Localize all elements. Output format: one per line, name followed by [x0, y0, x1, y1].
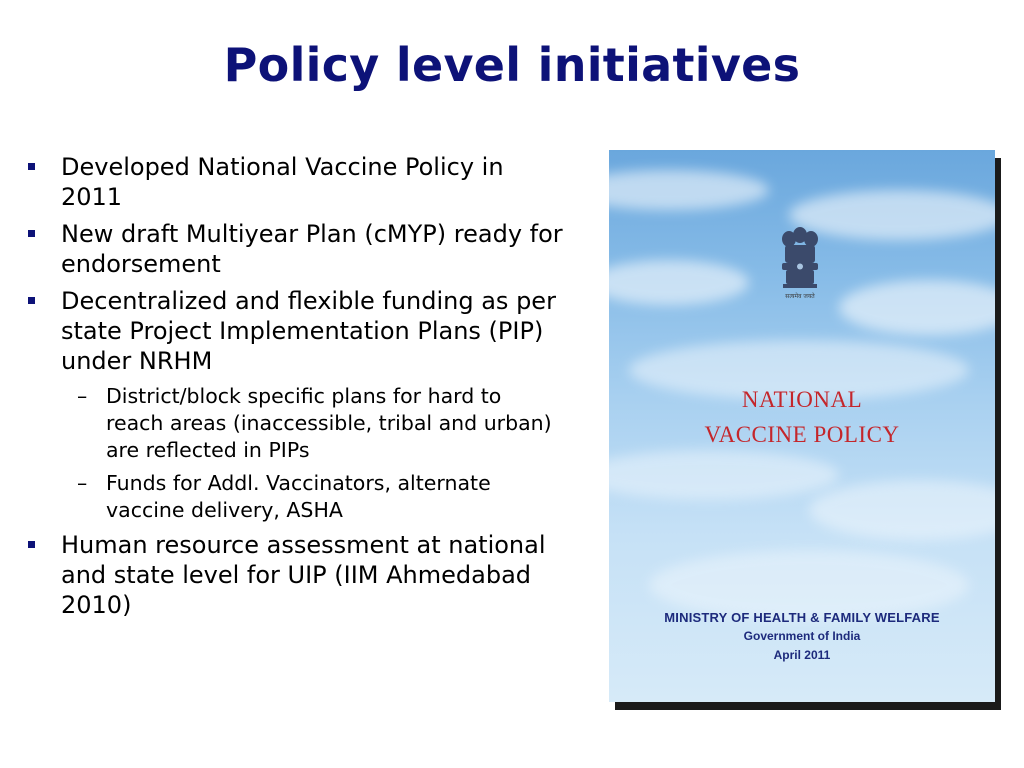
cloud-shape — [609, 450, 839, 500]
sub-bullet-text: Funds for Addl. Vaccinators, alternate vaccine delivery, ASHA — [106, 471, 491, 522]
national-emblem-icon — [777, 225, 823, 297]
cloud-shape — [609, 170, 769, 210]
ministry-name: MINISTRY OF HEALTH & FAMILY WELFARE — [664, 610, 940, 625]
policy-cover-image — [609, 150, 995, 702]
bullet-text: Decentralized and flexible funding as per state Project Implementation Plans (PIP) under NRHM — [61, 287, 556, 375]
bullet-text: New draft Multiyear Plan (cMYP) ready for endorsement — [61, 220, 563, 278]
dash-bullet-icon: – — [77, 384, 88, 408]
bullet-item — [24, 219, 564, 279]
dash-bullet-icon: – — [77, 471, 88, 495]
cloud-shape — [609, 260, 749, 305]
bullet-item — [24, 152, 564, 212]
bullet-text: Developed National Vaccine Policy in 2011 — [61, 153, 504, 211]
bullet-item — [24, 530, 564, 620]
square-bullet-icon — [28, 163, 35, 170]
cloud-shape — [839, 280, 995, 335]
square-bullet-icon — [28, 297, 35, 304]
bullet-item — [24, 286, 564, 376]
square-bullet-icon — [28, 230, 35, 237]
bullet-list — [24, 152, 564, 627]
cover-title-line2: VACCINE POLICY — [704, 422, 900, 447]
sub-bullet-text: District/block specific plans for hard to reach areas (inaccessible, tribal and urban) are reflected in PIPs — [106, 384, 552, 462]
publication-date: April 2011 — [773, 648, 831, 662]
government-name: Government of India — [743, 629, 861, 643]
cover-title-line1: NATIONAL — [741, 387, 863, 412]
cover-title — [609, 382, 995, 452]
sub-bullet-item — [24, 383, 564, 464]
bullet-text: Human resource assessment at national and state level for UIP (IIM Ahmedabad 2010) — [61, 531, 546, 619]
emblem-caption: सत्यमेव जयते — [785, 293, 815, 300]
cloud-shape — [809, 480, 995, 540]
square-bullet-icon — [28, 541, 35, 548]
slide-title: Policy level initiatives — [223, 38, 801, 92]
sub-bullet-item — [24, 470, 564, 524]
